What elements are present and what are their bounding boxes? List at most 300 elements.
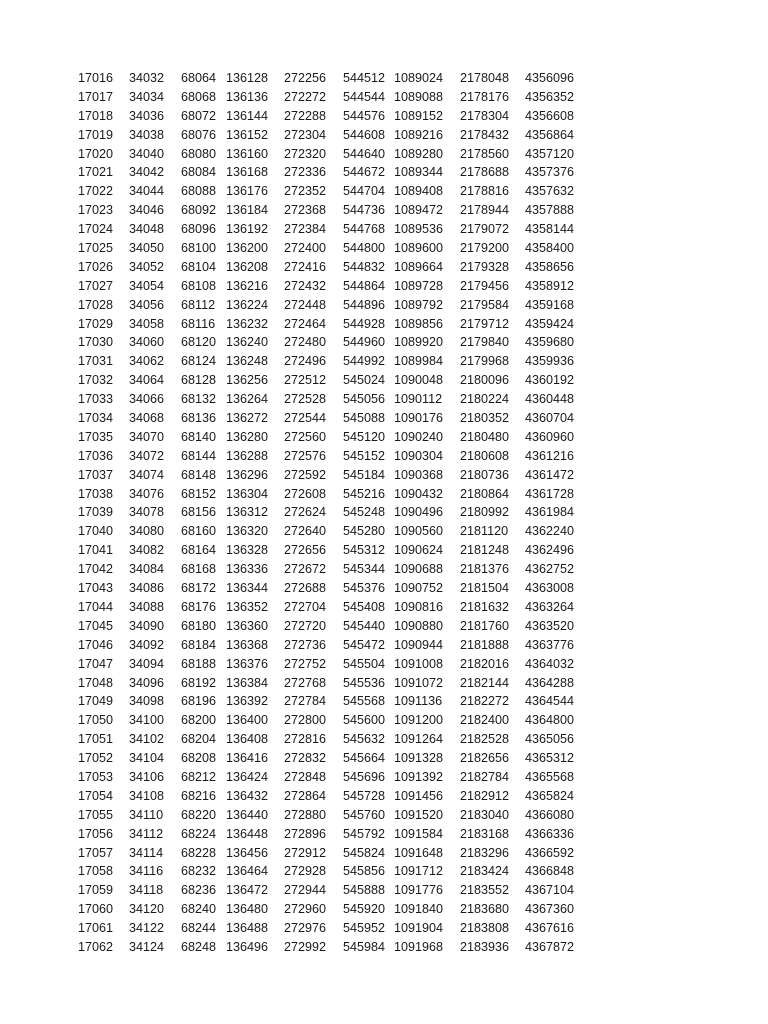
table-row [0, 182, 768, 201]
table-cell: 545664 [343, 751, 386, 766]
table-cell: 68120 [181, 335, 217, 350]
table-cell: 1091328 [394, 751, 444, 766]
table-cell: 272400 [284, 241, 327, 256]
table-cell: 136360 [226, 618, 269, 633]
table-cell: 68172 [181, 581, 217, 596]
table-cell: 1091008 [394, 656, 444, 671]
table-cell: 68136 [181, 411, 217, 426]
table-row [0, 69, 768, 88]
table-cell: 272368 [284, 203, 327, 218]
table-row [0, 88, 768, 107]
table-cell: 2182784 [460, 769, 510, 784]
table-cell: 34070 [129, 429, 165, 444]
table-cell: 68084 [181, 165, 217, 180]
number-table [0, 69, 768, 957]
table-cell: 1089152 [394, 108, 444, 123]
table-cell: 1090560 [394, 524, 444, 539]
table-cell: 17055 [78, 807, 114, 822]
table-cell: 68248 [181, 939, 217, 954]
table-cell: 34060 [129, 335, 165, 350]
table-cell: 1090880 [394, 618, 444, 633]
table-cell: 1090688 [394, 562, 444, 577]
table-cell: 68232 [181, 864, 217, 879]
table-cell: 545504 [343, 656, 386, 671]
table-cell: 545280 [343, 524, 386, 539]
table-cell: 34124 [129, 939, 165, 954]
table-cell: 272384 [284, 222, 327, 237]
table-cell: 1090816 [394, 599, 444, 614]
table-cell: 17049 [78, 694, 114, 709]
table-cell: 2180480 [460, 429, 510, 444]
table-cell: 2183424 [460, 864, 510, 879]
table-cell: 4367104 [525, 883, 575, 898]
table-cell: 545792 [343, 826, 386, 841]
table-row [0, 296, 768, 315]
table-cell: 68112 [181, 297, 216, 312]
table-cell: 1089024 [394, 71, 444, 85]
table-cell: 136168 [226, 165, 269, 180]
table-cell: 545088 [343, 411, 386, 426]
table-cell: 4359424 [525, 316, 575, 331]
table-cell: 272672 [284, 562, 327, 577]
table-cell: 34056 [129, 297, 165, 312]
table-cell: 2181632 [460, 599, 510, 614]
table-cell: 4358144 [525, 222, 575, 237]
table-cell: 545600 [343, 713, 386, 728]
table-cell: 136312 [226, 505, 269, 520]
table-cell: 17023 [78, 203, 114, 218]
table-cell: 136368 [226, 637, 269, 652]
table-row [0, 447, 768, 466]
table-row [0, 466, 768, 485]
table-cell: 2179712 [460, 316, 510, 331]
table-cell: 17019 [78, 127, 114, 142]
table-cell: 2183168 [460, 826, 510, 841]
table-cell: 17050 [78, 713, 114, 728]
table-cell: 2178432 [460, 127, 510, 142]
table-cell: 2181504 [460, 581, 510, 596]
table-cell: 68228 [181, 845, 217, 860]
table-cell: 17046 [78, 637, 114, 652]
table-cell: 68124 [181, 354, 217, 369]
table-cell: 272944 [284, 883, 327, 898]
table-cell: 34112 [129, 826, 164, 841]
table-cell: 68216 [181, 788, 217, 803]
table-cell: 545728 [343, 788, 386, 803]
table-cell: 272848 [284, 769, 327, 784]
table-cell: 34080 [129, 524, 165, 539]
table-cell: 68240 [181, 902, 217, 917]
table-cell: 68200 [181, 713, 217, 728]
table-cell: 1091264 [394, 732, 444, 747]
table-row [0, 522, 768, 541]
table-row [0, 919, 768, 938]
table-cell: 272560 [284, 429, 327, 444]
table-cell: 34104 [129, 751, 165, 766]
table-cell: 272256 [284, 71, 327, 85]
table-cell: 2182656 [460, 751, 510, 766]
table-cell: 1089344 [394, 165, 444, 180]
table-cell: 4365824 [525, 788, 575, 803]
table-cell: 2183040 [460, 807, 510, 822]
table-cell: 272576 [284, 448, 327, 463]
table-row [0, 107, 768, 126]
table-row [0, 390, 768, 409]
table-cell: 272528 [284, 392, 327, 407]
table-cell: 4362752 [525, 562, 575, 577]
table-cell: 272544 [284, 411, 327, 426]
table-cell: 34082 [129, 543, 165, 558]
table-row [0, 862, 768, 881]
table-cell: 544704 [343, 184, 386, 199]
table-cell: 68184 [181, 637, 217, 652]
table-cell: 34100 [129, 713, 165, 728]
table-row [0, 787, 768, 806]
table-cell: 4363776 [525, 637, 575, 652]
table-cell: 2180096 [460, 373, 510, 388]
table-cell: 34054 [129, 278, 165, 293]
table-row [0, 900, 768, 919]
table-cell: 1091136 [394, 694, 443, 709]
table-cell: 34044 [129, 184, 165, 199]
table-cell: 272608 [284, 486, 327, 501]
table-cell: 17047 [78, 656, 114, 671]
table-cell: 1090624 [394, 543, 444, 558]
table-cell: 34084 [129, 562, 165, 577]
table-cell: 34062 [129, 354, 165, 369]
table-cell: 17059 [78, 883, 114, 898]
table-cell: 136336 [226, 562, 269, 577]
table-cell: 4367616 [525, 921, 575, 936]
table-cell: 34106 [129, 769, 165, 784]
table-cell: 544928 [343, 316, 386, 331]
table-cell: 4365056 [525, 732, 575, 747]
table-cell: 1091200 [394, 713, 444, 728]
table-cell: 136440 [226, 807, 269, 822]
table-cell: 17026 [78, 259, 114, 274]
table-cell: 4361984 [525, 505, 575, 520]
table-cell: 2181888 [460, 637, 510, 652]
table-cell: 545216 [343, 486, 386, 501]
table-cell: 17041 [78, 543, 114, 558]
table-cell: 1091584 [394, 826, 444, 841]
table-cell: 2181376 [460, 562, 510, 577]
table-cell: 545472 [343, 637, 386, 652]
table-cell: 4363008 [525, 581, 575, 596]
table-row [0, 371, 768, 390]
table-cell: 34076 [129, 486, 165, 501]
table-cell: 272656 [284, 543, 327, 558]
table-cell: 545408 [343, 599, 386, 614]
table-cell: 545856 [343, 864, 386, 879]
table-row [0, 881, 768, 900]
table-cell: 17062 [78, 939, 114, 954]
table-cell: 272432 [284, 278, 327, 293]
table-cell: 136472 [226, 883, 269, 898]
table-cell: 34120 [129, 902, 165, 917]
table-row [0, 730, 768, 749]
table-cell: 68072 [181, 108, 217, 123]
table-cell: 68096 [181, 222, 217, 237]
table-cell: 545536 [343, 675, 386, 690]
table-cell: 136152 [226, 127, 269, 142]
table-cell: 17054 [78, 788, 114, 803]
table-row [0, 806, 768, 825]
table-cell: 68064 [181, 71, 217, 85]
table-cell: 1090368 [394, 467, 444, 482]
table-cell: 68104 [181, 259, 217, 274]
table-cell: 545696 [343, 769, 386, 784]
table-cell: 68076 [181, 127, 217, 142]
table-cell: 34094 [129, 656, 165, 671]
table-cell: 4356352 [525, 89, 575, 104]
table-cell: 2178176 [460, 89, 510, 104]
table-cell: 34102 [129, 732, 165, 747]
table-cell: 1089536 [394, 222, 444, 237]
table-cell: 17036 [78, 448, 114, 463]
table-cell: 4358400 [525, 241, 575, 256]
table-cell: 544512 [343, 71, 386, 85]
table-cell: 4367360 [525, 902, 575, 917]
table-cell: 4356608 [525, 108, 575, 123]
table-cell: 34052 [129, 259, 165, 274]
table-cell: 272304 [284, 127, 327, 142]
table-cell: 4359168 [525, 297, 575, 312]
table-cell: 272592 [284, 467, 327, 482]
table-cell: 272288 [284, 108, 327, 123]
table-cell: 2179968 [460, 354, 510, 369]
table-cell: 34090 [129, 618, 165, 633]
table-cell: 136176 [226, 184, 269, 199]
table-cell: 68108 [181, 278, 217, 293]
table-cell: 34116 [129, 864, 164, 879]
table-cell: 136416 [226, 751, 269, 766]
table-cell: 136264 [226, 392, 269, 407]
table-cell: 34064 [129, 373, 165, 388]
table-cell: 272768 [284, 675, 327, 690]
table-cell: 136392 [226, 694, 269, 709]
table-cell: 545824 [343, 845, 386, 860]
table-row [0, 541, 768, 560]
table-cell: 17030 [78, 335, 114, 350]
table-cell: 17022 [78, 184, 114, 199]
table-cell: 34118 [129, 883, 164, 898]
table-cell: 1090240 [394, 429, 444, 444]
table-cell: 545376 [343, 581, 386, 596]
table-cell: 4358912 [525, 278, 575, 293]
table-cell: 272704 [284, 599, 327, 614]
table-cell: 136200 [226, 241, 269, 256]
table-cell: 4363264 [525, 599, 575, 614]
table-row [0, 674, 768, 693]
table-cell: 272336 [284, 165, 327, 180]
table-cell: 17035 [78, 429, 114, 444]
table-cell: 136328 [226, 543, 269, 558]
table-cell: 68164 [181, 543, 217, 558]
table-cell: 545312 [343, 543, 386, 558]
table-cell: 17027 [78, 278, 114, 293]
table-row [0, 711, 768, 730]
table-cell: 2180864 [460, 486, 510, 501]
table-cell: 545760 [343, 807, 386, 822]
table-cell: 136320 [226, 524, 269, 539]
table-cell: 17039 [78, 505, 114, 520]
table-cell: 272624 [284, 505, 327, 520]
table-cell: 1089408 [394, 184, 444, 199]
table-cell: 34088 [129, 599, 165, 614]
table-cell: 4362496 [525, 543, 575, 558]
table-cell: 1089472 [394, 203, 444, 218]
table-cell: 272480 [284, 335, 327, 350]
table-cell: 17016 [78, 71, 114, 85]
table-cell: 2180608 [460, 448, 510, 463]
table-cell: 2181760 [460, 618, 510, 633]
table-cell: 2181248 [460, 543, 510, 558]
table-cell: 136400 [226, 713, 269, 728]
table-cell: 136280 [226, 429, 269, 444]
table-row [0, 749, 768, 768]
table-cell: 544672 [343, 165, 386, 180]
table-row [0, 409, 768, 428]
table-cell: 136256 [226, 373, 269, 388]
table-cell: 544864 [343, 278, 386, 293]
table-row [0, 163, 768, 182]
table-cell: 68144 [181, 448, 217, 463]
table-cell: 136184 [226, 203, 269, 218]
table-cell: 1091968 [394, 939, 444, 954]
table-cell: 17021 [78, 165, 114, 180]
table-row [0, 768, 768, 787]
table-cell: 4363520 [525, 618, 575, 633]
table-cell: 272816 [284, 732, 327, 747]
table-cell: 136424 [226, 769, 269, 784]
table-cell: 34092 [129, 637, 165, 652]
table-cell: 544544 [343, 89, 386, 104]
table-cell: 4357632 [525, 184, 575, 199]
table-cell: 4360192 [525, 373, 575, 388]
table-cell: 17042 [78, 562, 114, 577]
table-cell: 34098 [129, 694, 165, 709]
table-row [0, 503, 768, 522]
table-cell: 4358656 [525, 259, 575, 274]
table-cell: 1090112 [394, 392, 443, 407]
table-row [0, 333, 768, 352]
table-cell: 272800 [284, 713, 327, 728]
table-cell: 2182912 [460, 788, 510, 803]
table-cell: 34038 [129, 127, 165, 142]
table-cell: 2179200 [460, 241, 510, 256]
table-cell: 272976 [284, 921, 327, 936]
table-row [0, 560, 768, 579]
table-cell: 68180 [181, 618, 217, 633]
table-cell: 136456 [226, 845, 269, 860]
table-cell: 17056 [78, 826, 114, 841]
table-cell: 2179456 [460, 278, 510, 293]
table-cell: 4364288 [525, 675, 575, 690]
table-cell: 136464 [226, 864, 269, 879]
table-cell: 136128 [226, 71, 269, 85]
table-cell: 68204 [181, 732, 217, 747]
table-cell: 1089280 [394, 146, 444, 161]
table-cell: 136232 [226, 316, 269, 331]
table-cell: 136288 [226, 448, 269, 463]
table-cell: 272896 [284, 826, 327, 841]
table-row [0, 825, 768, 844]
table-cell: 1091392 [394, 769, 444, 784]
table-cell: 34036 [129, 108, 165, 123]
table-cell: 34074 [129, 467, 165, 482]
table-cell: 544768 [343, 222, 386, 237]
table-cell: 545344 [343, 562, 386, 577]
table-cell: 2178816 [460, 184, 510, 199]
table-cell: 272496 [284, 354, 327, 369]
table-cell: 4356096 [525, 71, 575, 85]
table-cell: 4359936 [525, 354, 575, 369]
table-cell: 68196 [181, 694, 217, 709]
table-cell: 1090432 [394, 486, 444, 501]
table-cell: 136296 [226, 467, 269, 482]
table-cell: 2178048 [460, 71, 510, 85]
table-cell: 1091904 [394, 921, 444, 936]
table-cell: 34050 [129, 241, 165, 256]
table-cell: 1091072 [394, 675, 444, 690]
table-cell: 2182272 [460, 694, 510, 709]
table-cell: 17025 [78, 241, 114, 256]
table-cell: 4366592 [525, 845, 575, 860]
table-cell: 136480 [226, 902, 269, 917]
table-cell: 4364544 [525, 694, 575, 709]
table-cell: 4365568 [525, 769, 575, 784]
table-cell: 1091456 [394, 788, 444, 803]
table-cell: 34058 [129, 316, 165, 331]
table-cell: 545184 [343, 467, 386, 482]
table-cell: 2182400 [460, 713, 510, 728]
table-row [0, 617, 768, 636]
table-cell: 136488 [226, 921, 269, 936]
table-cell: 545152 [343, 448, 386, 463]
table-cell: 68244 [181, 921, 217, 936]
table-cell: 17032 [78, 373, 114, 388]
table-cell: 272688 [284, 581, 327, 596]
table-cell: 1089600 [394, 241, 444, 256]
table-row [0, 201, 768, 220]
table-cell: 272992 [284, 939, 327, 954]
table-cell: 2182016 [460, 656, 510, 671]
table-cell: 544992 [343, 354, 386, 369]
table-row [0, 598, 768, 617]
table-cell: 68168 [181, 562, 217, 577]
table-cell: 136272 [226, 411, 269, 426]
table-cell: 4366080 [525, 807, 575, 822]
table-cell: 17048 [78, 675, 114, 690]
table-cell: 68140 [181, 429, 217, 444]
table-cell: 136496 [226, 939, 269, 954]
table-row [0, 655, 768, 674]
table-cell: 68092 [181, 203, 217, 218]
table-cell: 136192 [226, 222, 269, 237]
table-cell: 1090176 [394, 411, 444, 426]
table-cell: 1090752 [394, 581, 444, 596]
table-cell: 34032 [129, 71, 165, 85]
table-cell: 544800 [343, 241, 386, 256]
table-cell: 545440 [343, 618, 386, 633]
table-cell: 68152 [181, 486, 217, 501]
table-cell: 2183552 [460, 883, 510, 898]
table-cell: 4361472 [525, 467, 575, 482]
table-cell: 2179584 [460, 297, 510, 312]
table-cell: 1091776 [394, 883, 444, 898]
table-cell: 272960 [284, 902, 327, 917]
